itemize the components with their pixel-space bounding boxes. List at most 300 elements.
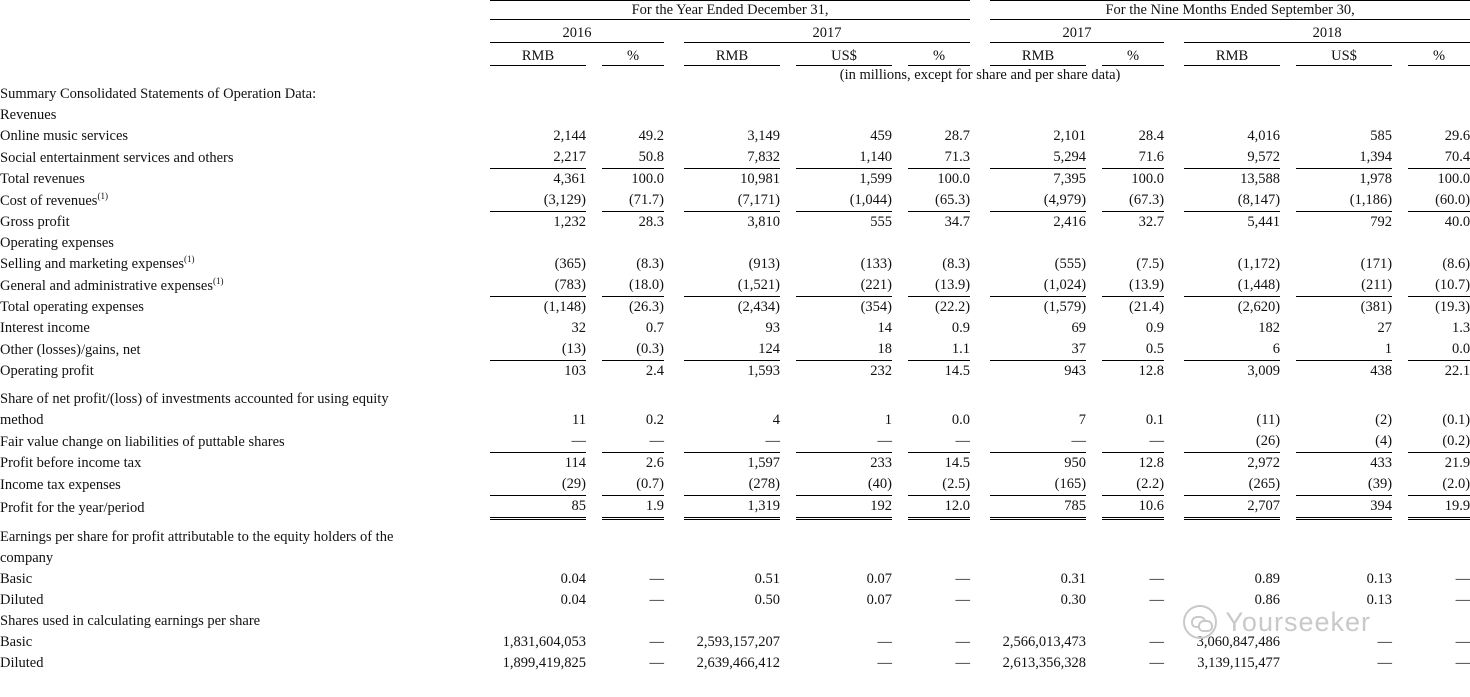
- row-value: (0.3): [602, 339, 664, 361]
- column-gap: [664, 254, 684, 275]
- row-value: 7: [1078, 412, 1087, 428]
- row-label: Profit before income tax: [0, 455, 142, 471]
- row-value: 27: [1377, 320, 1393, 336]
- column-gap: [1164, 548, 1184, 569]
- column-gap: [1280, 169, 1296, 191]
- column-gap: [1086, 297, 1102, 319]
- row-value: 0.04: [560, 592, 586, 608]
- row-value: [908, 548, 970, 569]
- row-value: 22.1: [1444, 363, 1470, 379]
- column-gap: [1086, 389, 1102, 410]
- table-row: [0, 147, 1470, 169]
- row-value: [796, 527, 892, 548]
- column-gap: [780, 233, 796, 254]
- column-gap: [664, 389, 684, 410]
- row-value: [602, 389, 664, 410]
- column-gap: [586, 453, 602, 475]
- column-gap: [892, 275, 908, 297]
- column-gap: [1086, 653, 1102, 674]
- row-value: [990, 84, 1086, 105]
- column-gap: [780, 410, 796, 431]
- column-gap: [892, 233, 908, 254]
- row-value: 1,599: [859, 171, 892, 187]
- row-value: —: [649, 592, 664, 608]
- row-value: 433: [1370, 455, 1393, 471]
- row-value: 232: [870, 363, 892, 379]
- row-value: (165): [990, 474, 1086, 496]
- row-value: 13,588: [1240, 171, 1281, 187]
- row-value: (1,448): [1184, 275, 1280, 297]
- row-value: 71.3: [908, 147, 970, 169]
- table-row: [0, 361, 1470, 383]
- column-gap: [780, 147, 796, 169]
- column-gap: [970, 147, 990, 169]
- row-value: 2,217: [490, 147, 586, 169]
- column-gap: [780, 105, 796, 126]
- column-gap: [1164, 126, 1184, 147]
- column-gap: [970, 339, 990, 361]
- row-label: Interest income: [0, 320, 90, 336]
- row-value: 103: [564, 363, 586, 379]
- row-label: Share of net profit/(loss) of investments accounted for using equity: [0, 391, 389, 407]
- column-gap: [1280, 548, 1296, 569]
- column-gap: [780, 632, 796, 653]
- column-gap: [1392, 431, 1408, 453]
- column-gap: [1280, 84, 1296, 105]
- column-gap: [1086, 632, 1102, 653]
- row-value: 1.3: [1452, 320, 1470, 336]
- row-value: (13.9): [908, 275, 970, 297]
- row-value: 85: [490, 496, 586, 519]
- column-gap: [970, 496, 990, 519]
- row-label: Selling and marketing expenses$^{(1)}$: [0, 254, 195, 272]
- row-value: (783): [490, 275, 586, 297]
- column-gap: [1280, 389, 1296, 410]
- column-gap: [1280, 611, 1296, 632]
- table-row: [0, 297, 1470, 319]
- row-value: 2,416: [1053, 214, 1087, 230]
- column-gap: [970, 548, 990, 569]
- column-gap: [664, 527, 684, 548]
- column-gap: [892, 169, 908, 191]
- column-gap: [780, 653, 796, 674]
- column-gap: [586, 632, 602, 653]
- row-value: (265): [1184, 474, 1280, 496]
- column-gap: [1164, 169, 1184, 191]
- row-value: 3,149: [747, 128, 780, 144]
- column-gap: [1280, 496, 1296, 519]
- row-value: [990, 233, 1086, 254]
- row-value: (1,521): [684, 275, 780, 297]
- header-cur-2: %: [602, 47, 664, 66]
- column-gap: [780, 527, 796, 548]
- column-gap: [1086, 190, 1102, 212]
- row-value: 7,832: [684, 147, 780, 169]
- row-value: 0.0: [951, 412, 971, 428]
- row-value: 3,060,847,486: [1196, 634, 1281, 650]
- column-gap: [1086, 126, 1102, 147]
- column-gap: [1164, 233, 1184, 254]
- column-gap: [586, 431, 602, 453]
- row-label: Total revenues: [0, 171, 85, 187]
- column-gap: [1392, 569, 1408, 590]
- table-row: [0, 318, 1470, 339]
- row-value: [602, 84, 664, 105]
- column-gap: [780, 496, 796, 519]
- column-gap: [1164, 254, 1184, 275]
- column-gap: [1086, 361, 1102, 383]
- table-row: [0, 431, 1470, 453]
- column-gap: [1280, 297, 1296, 319]
- row-value: 50.8: [602, 147, 664, 169]
- column-gap: [586, 190, 602, 212]
- row-label: Social entertainment services and others: [0, 149, 234, 166]
- table-row: [0, 389, 1470, 410]
- row-value: 0.1: [1145, 412, 1165, 428]
- column-gap: [892, 254, 908, 275]
- column-gap: [1086, 496, 1102, 519]
- row-label: Shares used in calculating earnings per share: [0, 613, 261, 629]
- column-gap: [970, 410, 990, 431]
- row-value: —: [1377, 655, 1393, 671]
- column-gap: [1392, 339, 1408, 361]
- table-row: [0, 453, 1470, 475]
- row-value: [1184, 548, 1280, 569]
- row-value: 93: [765, 320, 780, 336]
- column-gap: [664, 84, 684, 105]
- row-value: 2,707: [1184, 496, 1280, 519]
- column-gap: [586, 361, 602, 383]
- column-gap: [586, 275, 602, 297]
- column-gap: [1164, 496, 1184, 519]
- table-row: [0, 548, 1470, 569]
- column-gap: [586, 126, 602, 147]
- row-value: [908, 527, 970, 548]
- row-value: [490, 389, 586, 410]
- row-value: [490, 84, 586, 105]
- column-gap: [1392, 653, 1408, 674]
- row-value: (71.7): [602, 190, 664, 212]
- header-cur-1: RMB: [490, 47, 586, 66]
- row-value: (1,024): [990, 275, 1086, 297]
- row-value: 12.8: [1138, 363, 1165, 379]
- column-gap: [970, 105, 990, 126]
- table-row: [0, 254, 1470, 275]
- column-gap: [970, 212, 990, 234]
- watermark-text: Yourseeker: [1225, 606, 1371, 637]
- column-gap: [1164, 318, 1184, 339]
- row-value: [684, 527, 780, 548]
- header-year-2018-nine-months: 2018: [1184, 24, 1470, 43]
- column-gap: [1392, 389, 1408, 410]
- column-gap: [892, 474, 908, 496]
- row-value: 1,232: [553, 214, 586, 230]
- row-value: 100.0: [1131, 171, 1165, 187]
- row-value: (278): [684, 474, 780, 496]
- column-gap: [1280, 453, 1296, 475]
- row-value: [990, 105, 1086, 126]
- column-gap: [586, 653, 602, 674]
- row-value: [908, 611, 970, 632]
- row-value: 438: [1370, 363, 1393, 379]
- row-value: [1408, 84, 1470, 105]
- column-gap: [664, 653, 684, 674]
- row-value: [1296, 389, 1392, 410]
- column-gap: [780, 431, 796, 453]
- column-gap: [892, 611, 908, 632]
- column-gap: [1086, 453, 1102, 475]
- row-value: 1,899,419,825: [502, 655, 586, 671]
- row-value: (8.6): [1442, 256, 1470, 272]
- column-gap: [1280, 233, 1296, 254]
- row-value: (365): [554, 256, 586, 272]
- column-gap: [780, 126, 796, 147]
- row-value: [1296, 233, 1392, 254]
- column-gap: [586, 105, 602, 126]
- row-value: 12.0: [908, 496, 970, 519]
- column-gap: [970, 389, 990, 410]
- row-value: —: [1455, 655, 1470, 671]
- column-gap: [1280, 590, 1296, 611]
- row-value: [1408, 527, 1470, 548]
- row-value: [602, 548, 664, 569]
- row-value: 0.0: [1408, 339, 1470, 361]
- column-gap: [780, 590, 796, 611]
- row-value: [684, 611, 780, 632]
- column-gap: [970, 84, 990, 105]
- row-value: (19.3): [1435, 299, 1470, 315]
- row-value: [1102, 84, 1164, 105]
- column-gap: [1164, 339, 1184, 361]
- row-value: 0.04: [560, 571, 586, 587]
- column-gap: [664, 190, 684, 212]
- row-value: 2,613,356,328: [1002, 655, 1087, 671]
- row-label: Diluted: [0, 655, 44, 671]
- column-gap: [586, 339, 602, 361]
- row-label: company: [0, 550, 54, 566]
- row-value: 394: [1296, 496, 1392, 519]
- column-gap: [892, 212, 908, 234]
- row-value: (4): [1296, 431, 1392, 453]
- row-label: Earnings per share for profit attributable to the equity holders of the: [0, 529, 394, 545]
- row-value: [602, 105, 664, 126]
- column-gap: [586, 410, 602, 431]
- row-value: 11: [572, 412, 586, 428]
- column-gap: [892, 339, 908, 361]
- row-value: —: [602, 431, 664, 453]
- row-value: 1: [1296, 339, 1392, 361]
- row-value: 100.0: [1437, 171, 1470, 187]
- row-value: 2.4: [645, 363, 664, 379]
- row-value: 1,831,604,053: [502, 634, 586, 650]
- row-label: Other (losses)/gains, net: [0, 341, 141, 358]
- row-value: —: [955, 571, 971, 587]
- row-value: 7,395: [1053, 171, 1087, 187]
- row-value: 28.3: [638, 214, 664, 230]
- header-cur-8: RMB: [1184, 47, 1280, 66]
- column-gap: [1164, 431, 1184, 453]
- column-gap: [586, 84, 602, 105]
- column-gap: [664, 496, 684, 519]
- column-gap: [1280, 105, 1296, 126]
- table-row: [0, 653, 1470, 674]
- row-value: 943: [1064, 363, 1087, 379]
- row-value: 29.6: [1444, 128, 1470, 144]
- row-value: (13): [490, 339, 586, 361]
- row-value: [796, 389, 892, 410]
- column-gap: [1280, 339, 1296, 361]
- column-gap: [586, 147, 602, 169]
- column-gap: [586, 474, 602, 496]
- row-value: 555: [870, 214, 892, 230]
- row-value: 0.31: [1060, 571, 1087, 587]
- column-gap: [1392, 496, 1408, 519]
- row-value: 4: [772, 412, 780, 428]
- row-value: [684, 105, 780, 126]
- row-value: 49.2: [638, 128, 664, 144]
- column-gap: [1164, 84, 1184, 105]
- column-gap: [1280, 474, 1296, 496]
- column-gap: [1392, 361, 1408, 383]
- row-label: Operating profit: [0, 363, 94, 379]
- column-gap: [586, 254, 602, 275]
- column-gap: [892, 548, 908, 569]
- column-gap: [892, 190, 908, 212]
- row-value: (65.3): [908, 190, 970, 212]
- header-cur-3: RMB: [684, 47, 780, 66]
- row-value: (381): [1360, 299, 1393, 315]
- column-gap: [1086, 318, 1102, 339]
- row-value: [602, 611, 664, 632]
- row-label: Profit for the year/period: [0, 499, 145, 516]
- column-gap: [586, 590, 602, 611]
- row-value: 192: [796, 496, 892, 519]
- row-value: (22.2): [934, 299, 971, 315]
- column-gap: [664, 318, 684, 339]
- column-gap: [970, 590, 990, 611]
- column-gap: [1392, 297, 1408, 319]
- column-gap: [892, 527, 908, 548]
- row-value: 14.5: [944, 455, 971, 471]
- table-row: [0, 611, 1470, 632]
- column-gap: [1086, 548, 1102, 569]
- column-gap: [1086, 431, 1102, 453]
- row-value: [1184, 233, 1280, 254]
- column-gap: [664, 169, 684, 191]
- row-value: [490, 105, 586, 126]
- column-gap: [664, 590, 684, 611]
- row-value: (18.0): [602, 275, 664, 297]
- row-value: —: [955, 634, 971, 650]
- row-value: 0.30: [1060, 592, 1087, 608]
- row-value: (1,186): [1296, 190, 1392, 212]
- column-gap: [664, 233, 684, 254]
- row-value: 32.7: [1138, 214, 1165, 230]
- column-gap: [780, 453, 796, 475]
- row-value: 4,016: [1247, 128, 1281, 144]
- column-gap: [780, 318, 796, 339]
- row-value: (3,129): [490, 190, 586, 212]
- row-value: [1102, 105, 1164, 126]
- row-value: —: [955, 592, 971, 608]
- column-gap: [1280, 275, 1296, 297]
- column-gap: [1280, 653, 1296, 674]
- row-value: 71.6: [1102, 147, 1164, 169]
- row-value: 459: [870, 128, 892, 144]
- column-gap: [892, 147, 908, 169]
- row-value: [796, 84, 892, 105]
- row-value: [602, 527, 664, 548]
- column-gap: [1086, 527, 1102, 548]
- table-row: [0, 105, 1470, 126]
- row-value: —: [1149, 634, 1165, 650]
- column-gap: [1164, 590, 1184, 611]
- row-value: —: [1377, 634, 1393, 650]
- header-year-2017-nine-months: 2017: [990, 24, 1164, 43]
- row-value: 19.9: [1408, 496, 1470, 519]
- row-value: 0.07: [866, 592, 892, 608]
- row-value: 2,639,466,412: [696, 655, 780, 671]
- column-gap: [892, 569, 908, 590]
- table-row: [0, 590, 1470, 611]
- row-value: [1102, 389, 1164, 410]
- column-gap: [892, 653, 908, 674]
- row-value: [796, 105, 892, 126]
- column-gap: [970, 190, 990, 212]
- row-value: 1.9: [602, 496, 664, 519]
- row-value: [490, 611, 586, 632]
- column-gap: [780, 389, 796, 410]
- column-gap: [1086, 147, 1102, 169]
- row-value: 5,441: [1247, 214, 1281, 230]
- column-gap: [586, 527, 602, 548]
- header-cur-7: %: [1102, 47, 1164, 66]
- row-label: method: [0, 412, 44, 428]
- row-value: —: [908, 431, 970, 453]
- row-value: —: [955, 655, 971, 671]
- column-gap: [970, 169, 990, 191]
- units-note-row: [0, 66, 1470, 85]
- column-gap: [1164, 632, 1184, 653]
- row-value: [1184, 105, 1280, 126]
- column-gap: [1280, 569, 1296, 590]
- row-value: (0.2): [1408, 431, 1470, 453]
- column-gap: [970, 254, 990, 275]
- table-row: [0, 169, 1470, 191]
- row-value: [1184, 611, 1280, 632]
- row-value: —: [796, 431, 892, 453]
- row-value: —: [649, 634, 664, 650]
- row-value: 2,101: [1053, 128, 1087, 144]
- row-value: 1,394: [1296, 147, 1392, 169]
- row-value: —: [684, 431, 780, 453]
- column-gap: [1164, 527, 1184, 548]
- table-row: [0, 212, 1470, 234]
- column-gap: [1164, 147, 1184, 169]
- row-value: [1408, 389, 1470, 410]
- column-gap: [1392, 548, 1408, 569]
- row-label: Diluted: [0, 592, 44, 608]
- row-value: (171): [1360, 256, 1393, 272]
- column-gap: [970, 632, 990, 653]
- row-value: [1296, 105, 1392, 126]
- row-value: 1,978: [1359, 171, 1393, 187]
- column-gap: [1280, 254, 1296, 275]
- row-value: 9,572: [1184, 147, 1280, 169]
- row-label: Online music services: [0, 128, 129, 144]
- row-value: 10,981: [740, 171, 780, 187]
- row-value: (29): [490, 474, 586, 496]
